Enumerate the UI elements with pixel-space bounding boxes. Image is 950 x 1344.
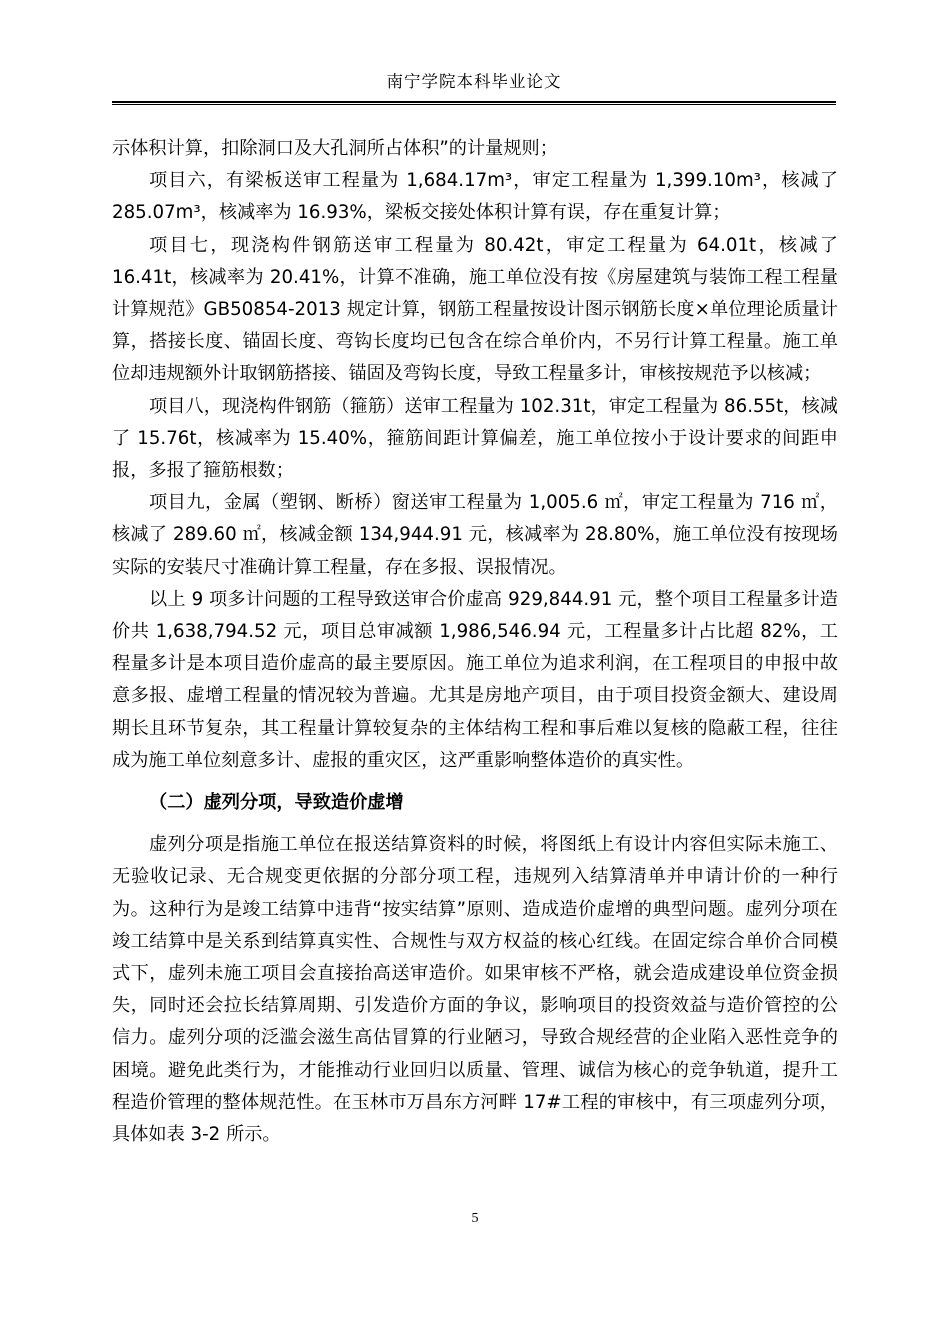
paragraph-item-7: 项目七，现浇构件钢筋送审工程量为 80.42t，审定工程量为 64.01t，核减了 16.41t，核减率为 20.41%，计算不准确，施工单位没有按《房屋建筑与装饰工程工程量计算规范》GB50854-2013 规定计算，钢筋工程量按设计图示钢筋长度×单位理论质量计算，搭接长度、锚固长度、弯钩长度均已包含在综合单价内，不另行计算工程量。施工单位却违规额外计取钢筋搭接、锚固及弯钩长度，导致工程量多计，审核按规范予以核减； xyxy=(112,234,838,385)
header-rule-thick xyxy=(112,101,836,103)
section-heading: （二）虚列分项，导致造价虚增 xyxy=(149,792,404,814)
running-header: 南宁学院本科毕业论文 xyxy=(386,72,562,91)
paragraph-item-6: 项目六，有梁板送审工程量为 1,684.17m³，审定工程量为 1,399.10m³，核减了 285.07m³，核减率为 16.93%，梁板交接处体积计算有误，存在重复计算； xyxy=(112,170,838,224)
paragraph-summary: 以上 9 项多计问题的工程导致送审合价虚高 929,844.91 元，整个项目工程量多计造价共 1,638,794.52 元，项目总审减额 1,986,546.94 元，工程量多计占比超 82%，工程量多计是本项目造价虚高的最主要原因。施工单位为追求利润，在工程项目的申报中故意多报、虚增工程量的情况较为普遍。尤其是房地产项目，由于项目投资金额大、建设周期长且环节复杂，其工程量计算较复杂的主体结构工程和事后难以复核的隐蔽工程，往往成为施工单位刻意多计、虚报的重灾区，这严重影响整体造价的真实性。 xyxy=(112,588,838,771)
paragraph-item-9: 项目九，金属（塑钢、断桥）窗送审工程量为 1,005.6 ㎡，审定工程量为 716 ㎡，核减了 289.60 ㎡，核减金额 134,944.91 元，核减率为 28.80%，施工单位没有按现场实际的安装尺寸准确计算工程量，存在多报、误报情况。 xyxy=(112,492,838,578)
header-rule-thin xyxy=(112,104,836,105)
page-number: 5 xyxy=(471,1211,479,1226)
paragraph-continuation: 示体积计算，扣除洞口及大孔洞所占体积”的计量规则； xyxy=(112,138,558,159)
body-text xyxy=(112,133,838,1151)
paragraph-item-8: 项目八，现浇构件钢筋（箍筋）送审工程量为 102.31t，审定工程量为 86.55t，核减了 15.76t，核减率为 15.40%，箍筋间距计算偏差，施工单位按小于设计要求的间距申报，多报了箍筋根数； xyxy=(112,395,838,482)
paragraph-section-body: 虚列分项是指施工单位在报送结算资料的时候，将图纸上有设计内容但实际未施工、无验收记录、无合规变更依据的分部分项工程，违规列入结算清单并申请计价的一种行为。这种行为是竣工结算中违背“按实结算”原则、造成造价虚增的典型问题。虚列分项在竣工结算中是关系到结算真实性、合规性与双方权益的核心红线。在固定综合单价合同模式下，虚列未施工项目会直接抬高送审造价。如果审核不严格，就会造成建设单位资金损失，同时还会拉长结算周期、引发造价方面的争议，影响项目的投资效益与造价管控的公信力。虚列分项的泛滥会滋生高估冒算的行业陋习，导致合规经营的企业陷入恶性竞争的困境。避免此类行为，才能推动行业回归以质量、管理、诚信为核心的竞争轨道，提升工程造价管理的整体规范性。在玉林市万昌东方河畔 17#工程的审核中，有三项虚列分项，具体如表 3-2 所示。 xyxy=(112,834,838,1146)
